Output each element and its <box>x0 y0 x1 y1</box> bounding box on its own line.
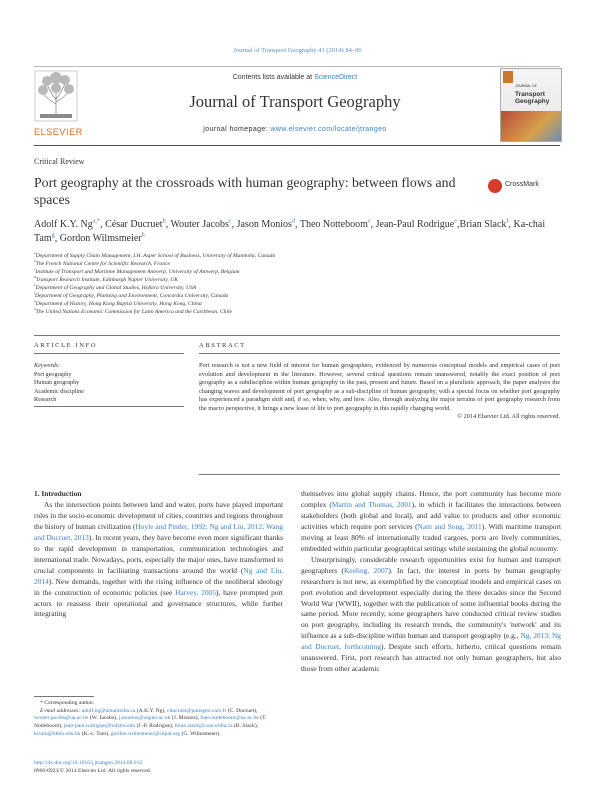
footnote-divider <box>34 696 94 697</box>
email-label: E-mail addresses: <box>40 707 82 714</box>
email-owner: (A.K.Y. Ng), <box>135 707 168 714</box>
text-run: ). In fact, the interest in ports by human geography researchers is not new, as exemplified by the conceptual models and empirical cases on port evolution and development especially during the three decades since the Second World War (WWII), together with the publication of some influential books during the same period. More recently, some geographers have conducted critical review studies on port geography, including its research trends, the community's 'network' and its influence as a sub-discipline within human and transport geography (e.g., <box>301 565 561 641</box>
affiliation-marker: h <box>34 307 36 312</box>
author-name[interactable]: Ka-chai Tam <box>34 219 546 244</box>
homepage-prefix: journal homepage: <box>203 126 271 133</box>
author-name[interactable]: Brian Slack <box>459 219 507 230</box>
affiliation-text: Department of Supply Chain Management, I.H. Asper School of Business, University of Manitoba, Canada <box>35 253 276 259</box>
text-run: ), in which it facilitates the interactions between stakeholders (both global and local), and add value to products and other economic activities which require port services ( <box>301 499 561 531</box>
elsevier-logo <box>34 70 82 140</box>
text-run: themselves into global supply chains. Hence, the port community has become more complex ( <box>301 489 561 509</box>
email-owner: (B. Slack), <box>232 723 259 730</box>
corresponding-author-note: * Corresponding author. <box>40 700 95 706</box>
cover-title-line3: Geography <box>515 98 550 105</box>
author-separator: , <box>100 219 106 230</box>
author-separator: , <box>165 219 171 230</box>
affiliation-text: Department of Geography, Planning and Environment, Concordia University, Canada <box>34 293 229 299</box>
section-heading-introduction: 1. Introduction <box>34 489 82 498</box>
text-run: As the intersection points between land and water, ports have played important roles in the socio-economic development of cities, countries and regions throughout the history of human civilization ( <box>34 499 283 531</box>
email-link[interactable]: kctam@hkbu.edu.hk <box>34 730 81 737</box>
sciencedirect-link[interactable]: ScienceDirect <box>314 74 358 81</box>
email-link[interactable]: wouter.jacobs@ua.ac.be <box>34 715 89 722</box>
author-name[interactable]: Theo Notteboom <box>299 219 368 230</box>
author-separator: , <box>508 219 514 230</box>
citation-link[interactable]: Hoyle and Pinder, 1992; Ng and Liu, 2012; Wang and Ducruet, 2013 <box>34 521 284 542</box>
keyword-item: Human geography <box>34 380 80 386</box>
author-affiliation-marker[interactable]: f <box>506 217 509 225</box>
author-name[interactable]: Jean-Paul Rodrigue <box>375 219 455 230</box>
affiliation-item <box>34 252 564 260</box>
issn-copyright: 0966-6923/© 2014 Elsevier Ltd. All rights reserved. <box>34 767 152 774</box>
email-addresses <box>34 708 283 739</box>
email-owner: (K.-c. Tam), <box>80 730 111 737</box>
keywords-block <box>34 362 184 405</box>
journal-citation-link[interactable]: Journal of Transport Geography 41 (2014) 84–96 <box>233 47 362 54</box>
email-link[interactable]: j.monios@napier.ac.uk <box>118 715 171 722</box>
keyword-item: Port geography <box>34 371 72 378</box>
affiliation-item <box>34 276 564 284</box>
author-affiliation-marker[interactable]: c <box>367 217 371 225</box>
affiliation-item <box>34 292 564 300</box>
affiliation-item <box>34 300 564 308</box>
author-affiliation-marker[interactable]: b <box>162 217 166 225</box>
text-run: Unsurprisingly, considerable research opportunities exist for human and transport geographers ( <box>301 554 561 575</box>
affiliation-marker: a <box>34 251 36 256</box>
affiliation-item <box>34 260 564 268</box>
affiliation-marker: b <box>34 259 36 264</box>
body-column-right <box>301 489 561 675</box>
elsevier-tree-icon <box>34 70 78 122</box>
email-link[interactable]: jean-paul.rodrigue@hofstra.edu <box>63 723 136 730</box>
citation-link[interactable]: Keeling, 2007 <box>343 565 389 575</box>
text-run: ). New demands, together with the rising influence of the neoliberal ideology in the construction of economic policies (see <box>34 576 283 597</box>
author-affiliation-marker[interactable]: h <box>141 231 145 239</box>
affiliation-text: Department of Geography and Global Studies, Hofstra University, USA <box>35 285 197 291</box>
paragraph <box>34 500 283 620</box>
affiliation-text: Institute of Transport and Maritime Management Antwerp, University of Antwerp, Belgium <box>35 269 240 275</box>
abstract-body <box>199 362 560 422</box>
homepage-link[interactable]: www.elsevier.com/locate/jtrangeo <box>270 126 387 133</box>
contents-availability <box>100 74 490 81</box>
abstract-heading: ABSTRACT <box>199 342 246 349</box>
affiliation-text: The United Nations Economic Commission for Latin America and the Caribbean, Chile <box>35 309 233 315</box>
email-owner: (C. Ducruet), <box>226 707 258 714</box>
text-run: ), have prompted port actors to reassess their operational and governance structures, while further integrating <box>34 587 283 619</box>
keyword-item: Academic discipline <box>34 388 84 395</box>
citation-link[interactable]: Ng and Liu, 2014 <box>34 565 283 586</box>
cover-emblem-icon <box>503 71 513 83</box>
cover-title <box>515 83 549 106</box>
author-list <box>34 218 564 245</box>
author-separator: , <box>370 219 376 230</box>
citation-link[interactable]: Martin and Thomas, 2001 <box>331 499 412 509</box>
affiliation-text: Transport Research Institute, Edinburgh Napier University, UK <box>35 277 178 283</box>
text-run: ). In recent years, they have become even more significant thanks to the rapid development in transportation, communication technologies and international trade. Nowadays, ports, especially the major ones, have transformed to crucial components in facilitating transactions around the world ( <box>34 532 283 575</box>
cover-title-line1: JOURNAL OF <box>515 84 538 88</box>
journal-cover-thumbnail <box>500 68 562 142</box>
abstract-text: Port research is not a new field of interest for human geographers, evidenced by numerous conceptual models and empirical cases of port evolution and development in the literature. However, several critical questions remain unanswered, notably the exact position of port geography as a subdiscipline within human geography in the past, present and future. Based on a pluralistic approach, the paper analyzes the changing waves and development of port geography as a sub-discipline of human geography, with a special focus on whether port geography has experienced a paradigm shift and, if so, when, why, and how. Also, through analyzing the major terrains of port geography research from the macro perspective, it brings a new lease of life to port geography in this rapidly changing world. <box>199 362 560 412</box>
crossmark-label: CrossMark <box>505 181 539 188</box>
affiliation-text: The French National Centre for Scientific Research, France <box>35 261 170 267</box>
citation-link[interactable]: Nam and Song, 2011 <box>417 521 482 531</box>
author-name[interactable]: Jason Monios <box>236 219 292 230</box>
email-link[interactable]: gordon.wilmsmeier@cepal.org <box>110 730 181 737</box>
citation-link[interactable]: Harvey, 2005 <box>175 587 216 597</box>
article-info-heading: ARTICLE INFO <box>34 342 98 349</box>
paragraph <box>301 555 561 675</box>
article-section-type: Critical Review <box>34 157 85 166</box>
email-owner: (T. Notteboom), <box>34 715 267 730</box>
email-owner: (J. Monios), <box>170 715 201 722</box>
divider-top <box>34 335 560 336</box>
keywords-bottom-divider <box>34 406 184 407</box>
contents-prefix: Contents lists available at <box>232 74 315 81</box>
keywords-label: Keywords: <box>34 363 61 369</box>
affiliation-marker: d <box>34 275 36 280</box>
author-name[interactable]: Adolf K.Y. Ng <box>34 219 93 230</box>
author-name[interactable]: Gordon Wilmsmeier <box>59 232 142 244</box>
text-run: ). With maritime transport moving at least 80% of internationally traded cargoes, ports are lively communities, embedded within particular geographical settings while sustaining the global economy. <box>301 521 561 553</box>
author-affiliation-marker[interactable]: g <box>51 231 55 239</box>
author-separator: , <box>231 219 237 230</box>
abstract-copyright: © 2014 Elsevier Ltd. All rights reserved. <box>457 413 560 421</box>
author-name[interactable]: César Ducruet <box>105 219 163 230</box>
author-affiliation-marker[interactable]: a,* <box>92 217 101 225</box>
footnotes <box>34 700 283 739</box>
affiliation-list <box>34 252 564 316</box>
email-owner: (W. Jacobs), <box>88 715 119 722</box>
keyword-item: Research <box>34 397 57 403</box>
affiliation-marker: g <box>34 299 36 304</box>
journal-title: Journal of Transport Geography <box>189 92 401 111</box>
paragraph <box>301 489 561 555</box>
affiliation-marker: f <box>34 291 35 296</box>
abstract-bottom-divider <box>199 474 560 475</box>
author-affiliation-marker[interactable]: d <box>291 217 296 225</box>
affiliation-text: Department of History, Hong Kong Baptist University, Hong Kong, China <box>35 301 202 307</box>
email-link[interactable]: adolf.ng@umanitoba.ca <box>81 707 136 714</box>
article-title: Port geography at the crossroads with human geography: between flows and spaces <box>34 175 456 207</box>
email-link[interactable]: brian.slack@concordia.ca <box>174 723 233 730</box>
email-owner: (J.-P. Rodrigue), <box>135 723 175 730</box>
affiliation-marker: e <box>34 283 36 288</box>
journal-homepage <box>100 126 490 133</box>
author-separator: , <box>456 219 460 230</box>
author-separator: , <box>54 232 60 244</box>
body-column-left <box>34 489 283 620</box>
crossmark-icon <box>488 179 502 193</box>
citation-link[interactable]: Ng, 2013; Ng and Ducruet, forthcoming <box>301 631 561 652</box>
text-run: ). Despite such efforts, hitherto, critical questions remain unanswered. First, port research has attracted not only human geographers, but also those from other academic <box>301 642 561 674</box>
email-owner: (G. Wilmsmeier). <box>180 730 221 737</box>
crossmark-button[interactable] <box>488 178 560 196</box>
affiliation-item <box>34 308 564 316</box>
cover-title-line2: Transport <box>515 90 545 98</box>
affiliation-item <box>34 284 564 292</box>
author-separator: , <box>295 219 300 230</box>
affiliation-marker: c <box>34 267 36 272</box>
cover-image-band <box>501 111 561 141</box>
article-info-divider <box>34 353 184 354</box>
author-affiliation-marker[interactable]: e <box>454 217 457 225</box>
publisher-name: ELSEVIER <box>34 127 83 137</box>
affiliation-item <box>34 268 564 276</box>
email-link[interactable]: cducruet@parisgeo.cnrs.fr <box>167 707 227 714</box>
page-footer <box>34 760 294 775</box>
email-link[interactable]: theo.notteboom@ua.ac.be <box>200 715 259 722</box>
doi-link[interactable]: http://dx.doi.org/10.1016/j.jtrangeo.2014.08.012 <box>34 760 143 766</box>
author-affiliation-marker[interactable]: c <box>228 217 232 225</box>
author-name[interactable]: Wouter Jacobs <box>170 219 229 230</box>
abstract-divider <box>199 353 560 354</box>
